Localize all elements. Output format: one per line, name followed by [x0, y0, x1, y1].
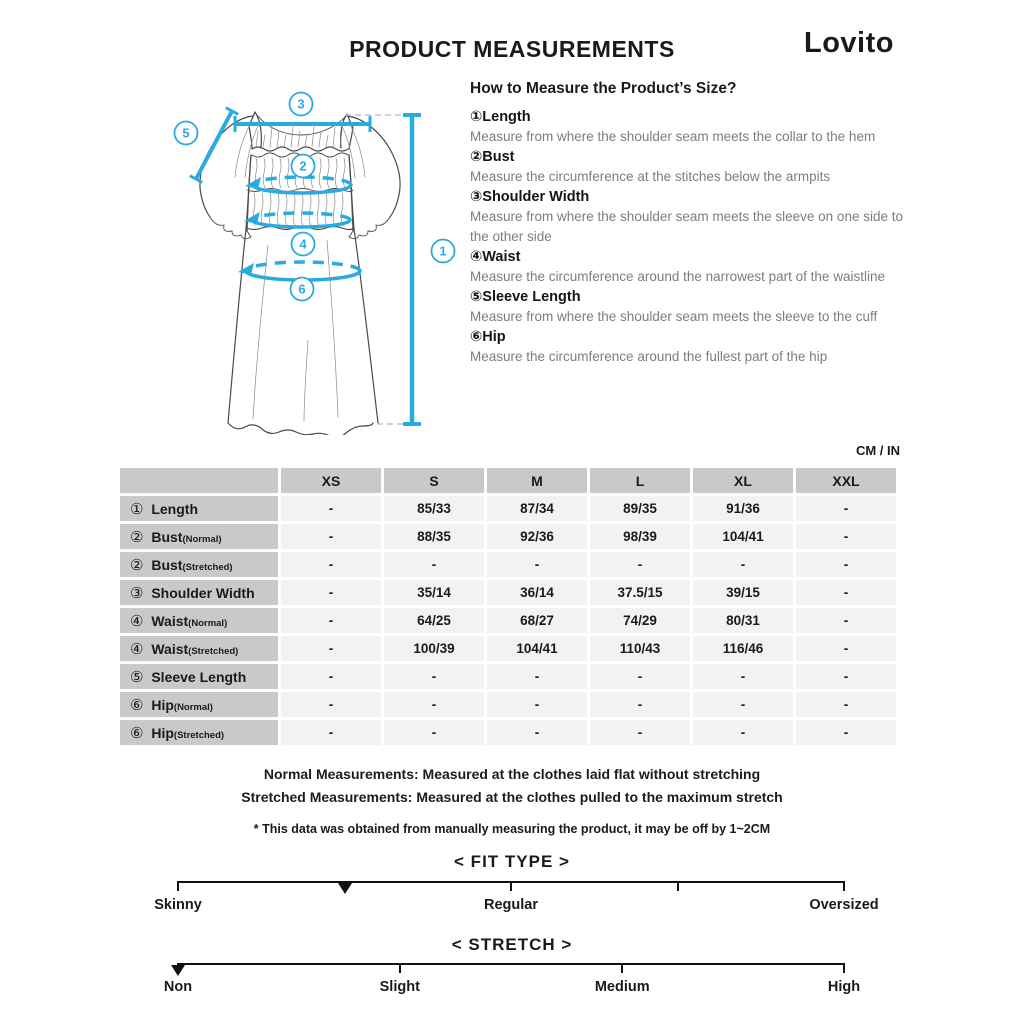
table-header-row [120, 468, 896, 493]
note-disclaimer: * This data was obtained from manually measuring the product, it may be off by 1~2CM [253, 822, 771, 836]
cell-value: - [796, 608, 896, 633]
size-column-header: XL [693, 468, 793, 493]
stretch-scale [163, 963, 861, 1007]
cell-value: - [693, 692, 793, 717]
howto-item-desc: Measure from where the shoulder seam meets the sleeve to the cuff [470, 309, 878, 324]
measurement-table [117, 465, 899, 748]
callout-badge-3 [290, 93, 313, 116]
note-normal: Normal Measurements: Measured at the clothes laid flat without stretching [263, 766, 761, 782]
row-label-sub: (Normal) [173, 701, 213, 713]
howto-item-desc: Measure the circumference around the narrowest part of the waistline [470, 269, 885, 284]
howto-item-title: ⑤Sleeve Length [470, 289, 581, 305]
cell-value: - [590, 720, 690, 745]
cell-value: - [796, 720, 896, 745]
cell-value: - [796, 692, 896, 717]
howto-item [470, 247, 922, 287]
cell-value: 39/15 [693, 580, 793, 605]
cell-value: - [281, 664, 381, 689]
cell-value: 104/41 [693, 524, 793, 549]
row-label [120, 664, 278, 689]
cell-value: 36/14 [487, 580, 587, 605]
howto-item-desc: Measure from where the shoulder seam meets the collar to the hem [470, 129, 876, 144]
howto-section [470, 80, 922, 367]
row-number: ⑤ [130, 668, 144, 686]
table-row [120, 636, 896, 661]
table-row [120, 720, 896, 745]
note-stretched: Stretched Measurements: Measured at the clothes pulled to the maximum stretch [241, 789, 783, 805]
row-label-text: Sleeve Length [147, 668, 247, 685]
cell-value: - [384, 552, 484, 577]
callout-badge-4 [292, 233, 315, 256]
brand-logo: Lovito [804, 27, 894, 59]
svg-text:1: 1 [439, 243, 447, 259]
table-row [120, 496, 896, 521]
cell-value: - [281, 692, 381, 717]
leader-lines [345, 115, 406, 424]
row-number: ③ [130, 584, 144, 602]
svg-text:2: 2 [299, 158, 307, 174]
scale-label: Medium [594, 979, 650, 995]
row-number: ② [130, 556, 144, 574]
table-row [120, 664, 896, 689]
howto-item-desc: Measure the circumference around the fullest part of the hip [470, 349, 828, 364]
scale-tick [177, 881, 179, 891]
row-label-sub: (Stretched) [173, 729, 225, 741]
cell-value: - [796, 496, 896, 521]
scale-marker [338, 883, 352, 894]
cell-value: 89/35 [590, 496, 690, 521]
row-label-text: Hip [147, 724, 174, 741]
row-label-sub: (Stretched) [182, 561, 233, 573]
howto-list [470, 107, 922, 367]
cell-value: 110/43 [590, 636, 690, 661]
scale-tick [399, 963, 401, 973]
howto-item-title: ②Bust [470, 149, 515, 165]
cell-value: - [796, 524, 896, 549]
sleeve-length-line [190, 108, 238, 183]
scale-label: Slight [379, 979, 420, 995]
howto-item-title: ⑥Hip [470, 329, 506, 345]
cell-value: - [281, 496, 381, 521]
cell-value: - [281, 636, 381, 661]
size-column-header: S [384, 468, 484, 493]
scale-tick [843, 963, 845, 973]
waist-ellipse [244, 212, 350, 227]
row-label [120, 524, 278, 549]
callout-badge-2 [292, 155, 315, 178]
table-corner-cell [120, 468, 278, 493]
cell-value: - [487, 720, 587, 745]
scale-tick [843, 881, 845, 891]
cell-value: 92/36 [487, 524, 587, 549]
cell-value: - [487, 692, 587, 717]
row-number: ⑥ [130, 724, 144, 742]
cell-value: 85/33 [384, 496, 484, 521]
row-label-text: Bust [147, 528, 183, 545]
table-body [120, 496, 896, 745]
cell-value: - [796, 664, 896, 689]
scale-marker [171, 965, 185, 976]
stretch-title: < STRETCH > [451, 935, 573, 954]
cell-value: 87/34 [487, 496, 587, 521]
svg-text:4: 4 [299, 236, 307, 252]
page-title: PRODUCT MEASUREMENTS [349, 36, 675, 62]
howto-item-desc: Measure from where the shoulder seam meets the sleeve on one side to the other side [470, 209, 903, 244]
scale-label: Non [163, 979, 193, 995]
row-label [120, 636, 278, 661]
cell-value: 37.5/15 [590, 580, 690, 605]
cell-value: - [693, 552, 793, 577]
cell-value: - [384, 720, 484, 745]
cell-value: - [693, 664, 793, 689]
row-label [120, 580, 278, 605]
callout-badge-6 [291, 278, 314, 301]
fit-type-scale [154, 881, 879, 925]
cell-value: 80/31 [693, 608, 793, 633]
row-number: ① [130, 500, 144, 518]
scale-labels [154, 897, 879, 917]
row-label [120, 496, 278, 521]
row-label-sub: (Stretched) [188, 645, 239, 657]
row-label [120, 692, 278, 717]
cell-value: 88/35 [384, 524, 484, 549]
cell-value: - [281, 552, 381, 577]
cell-value: - [796, 552, 896, 577]
howto-item [470, 107, 922, 147]
callout-badge-5 [175, 122, 198, 145]
row-number: ④ [130, 640, 144, 658]
cell-value: - [281, 608, 381, 633]
row-label [120, 552, 278, 577]
howto-item-desc: Measure the circumference at the stitches below the armpits [470, 169, 831, 184]
howto-item [470, 187, 922, 247]
unit-label: CM / IN [855, 443, 900, 458]
cell-value: 98/39 [590, 524, 690, 549]
row-number: ② [130, 528, 144, 546]
cell-value: - [487, 664, 587, 689]
row-label-sub: (Normal) [188, 617, 228, 629]
fit-type-title: < FIT TYPE > [454, 852, 570, 871]
svg-text:5: 5 [182, 125, 190, 141]
svg-text:6: 6 [298, 281, 306, 297]
howto-item [470, 327, 922, 367]
howto-item-title: ④Waist [470, 249, 521, 265]
cell-value: - [796, 580, 896, 605]
cell-value: 91/36 [693, 496, 793, 521]
cell-value: - [487, 552, 587, 577]
table-row [120, 608, 896, 633]
cell-value: - [590, 664, 690, 689]
cell-value: - [281, 524, 381, 549]
howto-item-title: ③Shoulder Width [470, 189, 590, 205]
cell-value: - [796, 636, 896, 661]
cell-value: - [384, 664, 484, 689]
cell-value: - [281, 720, 381, 745]
scale-labels [163, 979, 861, 999]
size-column-header: L [590, 468, 690, 493]
cell-value: 35/14 [384, 580, 484, 605]
cell-value: 68/27 [487, 608, 587, 633]
scale-tick [621, 963, 623, 973]
cell-value: 100/39 [384, 636, 484, 661]
howto-item [470, 287, 922, 327]
cell-value: - [590, 552, 690, 577]
scale-tick [677, 881, 679, 891]
scale-label: High [827, 979, 861, 995]
row-label-text: Waist [147, 640, 189, 657]
row-label-text: Shoulder Width [147, 584, 255, 601]
row-number: ⑥ [130, 696, 144, 714]
scale-label: Regular [484, 897, 538, 913]
row-label-text: Waist [147, 612, 189, 629]
row-number: ④ [130, 612, 144, 630]
scale-line [178, 963, 844, 965]
table-row [120, 524, 896, 549]
dress-diagram [140, 85, 470, 435]
howto-item-title: ①Length [470, 109, 531, 125]
svg-text:3: 3 [297, 96, 305, 112]
size-column-header: M [487, 468, 587, 493]
row-label [120, 608, 278, 633]
cell-value: - [693, 720, 793, 745]
cell-value: 74/29 [590, 608, 690, 633]
scale-line [178, 881, 844, 883]
cell-value: 64/25 [384, 608, 484, 633]
size-column-header: XS [281, 468, 381, 493]
size-column-header: XXL [796, 468, 896, 493]
scale-label: Skinny [154, 897, 202, 913]
cell-value: - [281, 580, 381, 605]
cell-value: 116/46 [693, 636, 793, 661]
scale-label: Oversized [809, 897, 879, 913]
scale-tick [510, 881, 512, 891]
row-label-text: Length [147, 500, 198, 517]
row-label-text: Hip [147, 696, 174, 713]
howto-title: How to Measure the Product’s Size? [470, 80, 737, 97]
cell-value: 104/41 [487, 636, 587, 661]
row-label-sub: (Normal) [182, 533, 222, 545]
length-line [403, 115, 421, 424]
shoulder-width-line [235, 116, 370, 132]
callout-badge-1 [432, 240, 455, 263]
table-row [120, 580, 896, 605]
table-head [120, 468, 896, 493]
table-row [120, 692, 896, 717]
row-label [120, 720, 278, 745]
row-label-text: Bust [147, 556, 183, 573]
cell-value: - [384, 692, 484, 717]
howto-item [470, 147, 922, 187]
table-row [120, 552, 896, 577]
cell-value: - [590, 692, 690, 717]
